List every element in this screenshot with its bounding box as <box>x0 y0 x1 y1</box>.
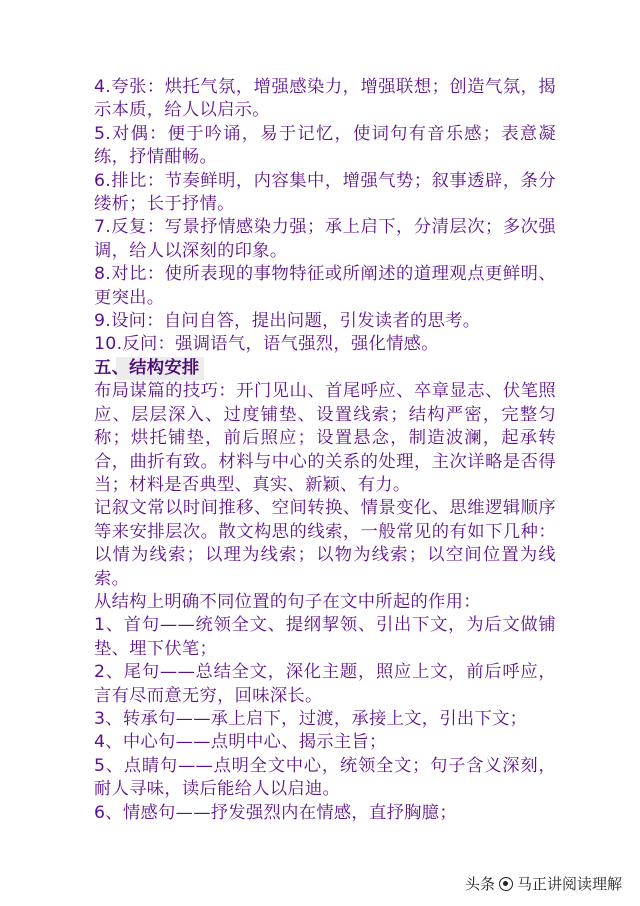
paragraph-hyperbole: 4.夸张：烘托气氛，增强感染力，增强联想；创造气氛，揭示本质，给人以启示。 <box>94 77 556 121</box>
paragraph-contrast: 8.对比：使所表现的事物特征或所阐述的道理观点更鲜明、更突出。 <box>94 264 556 308</box>
paragraph-emotion-sentence: 6、情感句——抒发强烈内在情感，直抒胸臆； <box>94 802 457 823</box>
paragraph-hypophora: 9.设问：自问自答，提出问题，引发读者的思考。 <box>94 311 481 332</box>
paragraph-transition-sentence: 3、转承句——承上启下，过渡，承接上文，引出下文； <box>94 708 528 729</box>
section-heading: 五、结构安排 <box>94 357 204 380</box>
watermark <box>465 873 622 894</box>
paragraph-first-sentence: 1、首句——统领全文、提纲挈领、引出下文，为后文做铺垫、埋下伏笔； <box>94 615 556 659</box>
paragraph-central-sentence: 4、中心句——点明中心、揭示主旨； <box>94 732 387 753</box>
document-body <box>94 76 556 825</box>
paragraph-narrative-structure: 记叙文常以时间推移、空间转换、情景变化、思维逻辑顺序等来安排层次。散文构思的线索，一般常见的有如下几种：以情为线索；以理为线索；以物为线索；以空间位置为线索。 <box>94 498 556 589</box>
paragraph-sentence-roles-intro: 从结构上明确不同位置的句子在文中所起的作用： <box>94 591 481 612</box>
watermark-author: 马正讲阅读理解 <box>516 875 622 893</box>
paragraph-last-sentence: 2、尾句——总结全文，深化主题，照应上文，前后呼应，言有尽而意无穷，回味深长。 <box>94 662 556 706</box>
paragraph-repetition: 7.反复：写景抒情感染力强；承上启下，分清层次；多次强调，给人以深刻的印象。 <box>94 217 556 261</box>
section-heading-wrapper <box>94 357 556 380</box>
watermark-prefix: 头条 <box>464 875 495 893</box>
paragraph-antithesis: 5.对偶：便于吟诵，易于记忆，使词句有音乐感；表意凝练，抒情酣畅。 <box>94 123 556 168</box>
toutiao-at-icon <box>499 877 513 891</box>
paragraph-parallelism: 6.排比：节奏鲜明，内容集中，增强气势；叙事透辟，条分缕析；长于抒情。 <box>94 170 556 215</box>
paragraph-rhetorical-question: 10.反问：强调语气，语气强烈，强化情感。 <box>94 334 439 355</box>
paragraph-layout-techniques: 布局谋篇的技巧：开门见山、首尾呼应、卒章显志、伏笔照应、层层深入、过度铺垫、设置线索；结构严密，完整匀称；烘托铺垫，前后照应；设置悬念，制造波澜，起承转合，曲折有致。材料与中心的关系的处理，主次详略是否得当；材料是否典型、真实、新颖、有力。 <box>94 381 556 495</box>
paragraph-key-sentence: 5、点睛句——点明全文中心，统领全文；句子含义深刻，耐人寻味，读后能给人以启迪。 <box>94 755 556 800</box>
